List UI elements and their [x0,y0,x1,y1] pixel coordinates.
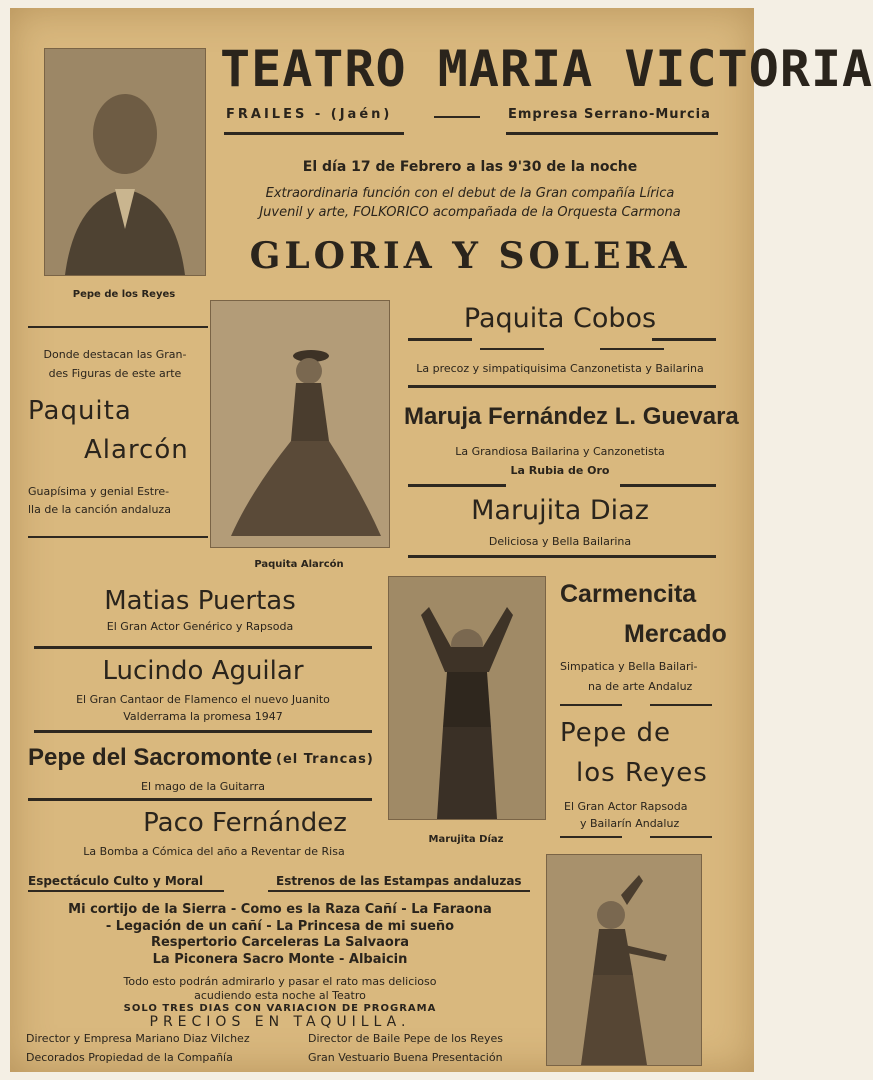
divider [408,484,506,487]
divider [560,704,622,706]
repertoire-line-2: - Legación de un cañí - La Princesa de mi sueño [105,919,455,934]
credit-decorations: Decorados Propiedad de la Compañía [26,1051,233,1064]
intro-line-1: Donde destacan las Gran- [43,348,187,361]
dancer-with-castanets-image [547,855,701,1065]
company-label: Empresa Serrano-Murcia [508,107,711,122]
description-line-2: Juvenil y arte, FOLKORICO acompañada de la Orquesta Carmona [259,205,681,220]
photo-paquita-alarcon [210,300,390,548]
divider [652,338,716,341]
divider [408,385,716,388]
label-estrenos: Estrenos de las Estampas andaluzas [276,874,522,888]
carmencita-name: Carmencita [560,580,697,608]
dancer-arms-raised-image [389,577,545,819]
divider [28,798,372,801]
photo-marujita-diaz [388,576,546,820]
theatre-title: TEATRO MARIA VICTORIA [220,40,873,98]
divider [600,348,664,350]
repertoire-line-4: La Piconera Sacro Monte - Albaicin [152,952,408,967]
dancer-in-dress-image [211,301,389,547]
divider [28,890,224,892]
pepe-de-los-reyes-name-1: Pepe de [560,718,672,748]
photo-dancer-bottom [546,854,702,1066]
divider [408,555,716,558]
pepe-de-los-reyes-desc-1: El Gran Actor Rapsoda [564,800,688,813]
paquita-alarcon-name-1: Paquita [28,396,132,426]
divider [560,836,622,838]
pepe-de-los-reyes-desc-2: y Bailarín Andaluz [580,817,680,830]
note-line-1: Todo esto podrán admirarlo y pasar el rato mas delicioso [123,975,437,988]
paco-fernandez-name: Paco Fernández [143,808,347,838]
lucindo-desc-2: Valderrama la promesa 1947 [123,710,283,723]
prices-line: PRECIOS EN TAQUILLA. [149,1014,411,1030]
show-title: GLORIA Y SOLERA [249,235,691,277]
intro-line-2: des Figuras de este arte [48,367,182,380]
credit-wardrobe: Gran Vestuario Buena Presentación [308,1051,503,1064]
credit-director: Director y Empresa Mariano Diaz Vilchez [26,1032,250,1045]
town-label: FRAILES - (Jaén) [226,107,393,122]
divider [506,132,718,135]
carmencita-desc-2: na de arte Andaluz [588,680,693,693]
poster-paper [10,8,873,1072]
mercado-name: Mercado [624,620,727,648]
divider [224,132,404,135]
divider [408,338,472,341]
paquita-alarcon-name-2: Alarcón [84,435,189,465]
pepe-del-sacromonte-desc: El mago de la Guitarra [141,780,265,793]
matias-puertas-name: Matias Puertas [104,586,296,616]
label-culto-moral: Espectáculo Culto y Moral [28,874,204,888]
lucindo-aguilar-name: Lucindo Aguilar [102,656,304,686]
paquita-alarcon-desc-1: Guapísima y genial Estre- [28,485,170,498]
pepe-del-sacromonte-name: Pepe del Sacromonte [28,744,273,771]
divider [28,536,208,538]
divider [620,484,716,487]
portrait-man-image [45,49,205,275]
paquita-alarcon-desc-2: lla de la canción andaluza [28,503,171,516]
date-line: El día 17 de Febrero a las 9'30 de la noche [302,159,638,175]
lucindo-desc-1: El Gran Cantaor de Flamenco el nuevo Juanito [76,693,330,706]
description-line-1: Extraordinaria función con el debut de la Gran compañía Lírica [265,186,675,201]
divider [34,646,372,649]
pepe-del-sacromonte-alias: (el Trancas) [276,752,374,767]
marujita-diaz-name: Marujita Diaz [471,495,649,526]
maruja-fernandez-name: Maruja Fernández L. Guevara [404,403,739,430]
caption-marujita-diaz: Marujita Díaz [428,834,504,845]
carmencita-desc-1: Simpatica y Bella Bailari- [560,660,698,673]
caption-pepe-de-los-reyes: Pepe de los Reyes [72,289,176,300]
repertoire-line-1: Mi cortijo de la Sierra - Como es la Raza Cañí - La Faraona [68,902,492,917]
divider [434,116,480,118]
repertoire-line-3: Respertorio Carceleras La Salvaora [150,935,410,950]
matias-puertas-desc: El Gran Actor Genérico y Rapsoda [106,620,294,633]
divider [268,890,530,892]
note-line-2: acudiendo esta noche al Teatro [194,989,366,1002]
paquita-cobos-name: Paquita Cobos [463,303,657,334]
pepe-de-los-reyes-name-2: los Reyes [576,758,708,788]
divider [28,326,208,328]
credit-dance-director: Director de Baile Pepe de los Reyes [308,1032,504,1045]
marujita-diaz-desc: Deliciosa y Bella Bailarina [488,535,632,548]
divider [34,730,372,733]
divider [650,704,712,706]
paquita-cobos-desc: La precoz y simpatiquisima Canzonetista y Bailarina [416,362,704,375]
caption-paquita-alarcon: Paquita Alarcón [254,559,344,570]
divider [650,836,712,838]
note-line-3: SOLO TRES DIAS CON VARIACION DE PROGRAMA [123,1003,437,1014]
paco-fernandez-desc: La Bomba a Cómica del año a Reventar de Risa [83,845,345,858]
maruja-desc-1: La Grandiosa Bailarina y Canzonetista [455,445,665,458]
divider [480,348,544,350]
photo-pepe-de-los-reyes [44,48,206,276]
maruja-desc-2: La Rubia de Oro [510,464,610,477]
